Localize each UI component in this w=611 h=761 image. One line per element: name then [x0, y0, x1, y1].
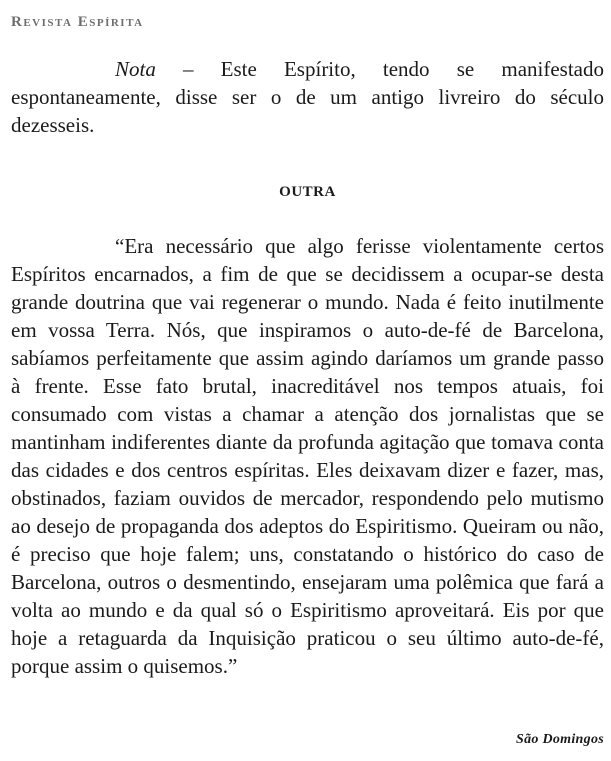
section-title: OUTRA [279, 184, 336, 200]
signature: São Domingos [515, 732, 604, 747]
note-paragraph [11, 55, 604, 139]
spirit-message-paragraph: “Era necessário que algo ferisse violentamente certos Espíritos encarnados, a fim de que se decidissem a ocupar-se desta grande doutrina que vai regenerar o mundo. Nada é feito inutilmente em vossa Terra. Nós, que inspiramos o auto-de-fé de Barcelona, sabíamos perfeitamente que assim agindo daríamos um grande passo à frente. Esse fato brutal, inacreditável nos tempos atuais, foi consumado com vistas a chamar a atenção dos jornalistas que se mantinham indiferentes diante da profunda agitação que tomava conta das cidades e dos centros espíritas. Eles deixavam dizer e fazer, mas, obstinados, faziam ouvidos de mercador, respondendo pelo mutismo ao desejo de propaganda dos adeptos do Espiritismo. Queiram ou não, é preciso que hoje falem; uns, constatando o histórico do caso de Barcelona, outros o desmentindo, ensejaram uma polêmica que fará a volta ao mundo e da qual só o Espiritismo aproveitará. Eis por que hoje a retaguarda da Inquisição praticou o seu último auto-de-fé, porque assim o quisemos.” [11, 234, 604, 678]
note-text: – Este Espírito, tendo se manifestado espontaneamente, disse ser o de um antigo livreiro do século dezesseis. [11, 57, 604, 137]
running-head: Revista Espírita [11, 14, 144, 30]
note-label: Nota [115, 57, 156, 81]
